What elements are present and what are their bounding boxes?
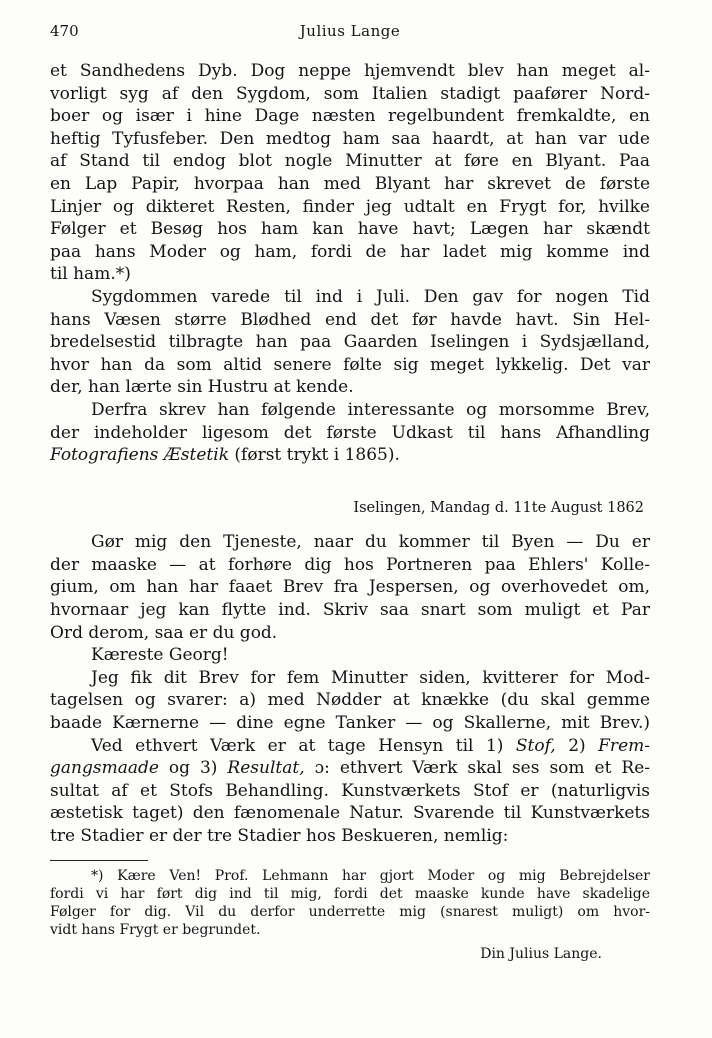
page-number: 470 (50, 22, 79, 40)
text-line: Jeg fik dit Brev for fem Minutter siden, kvitterer for Mod- (91, 667, 650, 688)
emphasis-stof: Stof, (515, 735, 556, 756)
letter-salutation: Kæreste Georg! (91, 645, 229, 666)
text-line: der maaske — at forhøre dig hos Portneren paa Ehlers' Kolle- (50, 554, 650, 575)
text-line: der, han lærte sin Hustru at kende. (50, 377, 354, 398)
text-line: hvor han da som altid senere følte sig meget lykkelig. Det var (50, 354, 650, 375)
text-line: sultat af et Stofs Behandling. Kunstværkets Stof er (naturligvis (50, 780, 650, 801)
text-line: der indeholder ligesom det første Udkast til hans Afhandling (50, 422, 650, 443)
essay-title: Fotografiens Æstetik (50, 445, 229, 466)
text-line: vorligt syg af den Sygdom, som Italien stadigt paafører Nord- (50, 83, 650, 104)
footnote-line: fordi vi har ført dig ind til mig, fordi det maaske kunde have skadelige (50, 885, 650, 902)
footnote-line: vidt hans Frygt er begrundet. (50, 921, 261, 938)
footnote-line: Følger for dig. Vil du derfor underrette mig (snarest muligt) om hvor- (50, 903, 650, 920)
paragraph-illness (50, 60, 650, 286)
text-line: en Lap Papir, hvorpaa han med Blyant har skrevet de første (50, 173, 650, 194)
text-line: af Stand til endog blot nogle Minutter at føre en Blyant. Paa (50, 151, 650, 172)
text-line: hvornaar jeg kan flytte ind. Skriv saa snart som muligt et Par (50, 600, 650, 621)
text-line (50, 444, 650, 467)
text-line: heftig Tyfusfeber. Den medtog ham saa haardt, at han var ude (50, 128, 650, 149)
text-line: Linjer og dikteret Resten, finder jeg udtalt en Frygt for, hvilke (50, 196, 650, 217)
text-fragment: ɔ: ethvert Værk skal ses som et Re- (304, 758, 650, 779)
emphasis-fremgangsmaade-cont: gangsmaade (50, 758, 159, 779)
paragraph-recovery (50, 286, 650, 399)
letter-thanks (50, 667, 650, 735)
text-line: boer og især i hine Dage næsten regelbundent fremkaldte, en (50, 106, 650, 127)
text-line (50, 757, 650, 780)
text-fragment: og 3) (158, 758, 228, 779)
text-line: baade Kærnerne — dine egne Tanker — og Skallerne, mit Brev.) (50, 713, 650, 734)
emphasis-fremgangsmaade: Frem- (598, 735, 650, 756)
text-line: til ham.*) (50, 264, 131, 285)
text-line: bredelsestid tilbragte han paa Gaarden Iselingen i Sydsjælland, (50, 332, 650, 353)
body-text (50, 60, 650, 848)
text-line: hans Væsen større Blødhed end det før havde havt. Sin Hel- (50, 309, 650, 330)
running-head: Julius Lange (299, 22, 401, 40)
text-line: tagelsen og svarer: a) med Nødder at knække (du skal gemme (50, 690, 650, 711)
emphasis-resultat: Resultat, (227, 758, 305, 779)
letter-theory (50, 735, 650, 848)
letter-dateline: Iselingen, Mandag d. 11te August 1862 (353, 499, 644, 516)
text-line: Derfra skrev han følgende interessante og morsomme Brev, (91, 399, 650, 420)
text-line: paa hans Moder og ham, fordi de har ladet mig komme ind (50, 241, 650, 262)
footnote (50, 867, 650, 963)
text-line (50, 735, 650, 758)
text-fragment: 2) (555, 735, 599, 756)
paragraph-letter-intro (50, 399, 650, 467)
letter-request (50, 531, 650, 644)
text-fragment: Ved ethvert Værk er at tage Hensyn til 1) (91, 735, 516, 756)
text-line: Sygdommen varede til ind i Juli. Den gav for nogen Tid (91, 286, 650, 307)
text-fragment: (først trykt i 1865). (229, 445, 400, 466)
text-line: æstetisk taget) den fænomenale Natur. Svarende til Kunstværkets (50, 803, 650, 824)
text-line: et Sandhedens Dyb. Dog neppe hjemvendt blev han meget al- (50, 61, 650, 81)
book-page (50, 22, 650, 963)
footnote-divider (50, 860, 148, 861)
page-header (50, 22, 650, 52)
text-line: gium, om han har faaet Brev fra Jespersen, og overhovedet om, (50, 577, 650, 598)
footnote-signature: Din Julius Lange. (480, 945, 602, 962)
text-line: Gør mig den Tjeneste, naar du kommer til Byen — Du er (91, 532, 650, 553)
text-line: Følger et Besøg hos ham kan have havt; Lægen har skændt (50, 219, 650, 240)
text-line: tre Stadier er der tre Stadier hos Beskueren, nemlig: (50, 826, 509, 846)
footnote-line: *) Kære Ven! Prof. Lehmann har gjort Moder og mig Bebrejdelser (91, 867, 650, 884)
text-line: Ord derom, saa er du god. (50, 622, 278, 643)
